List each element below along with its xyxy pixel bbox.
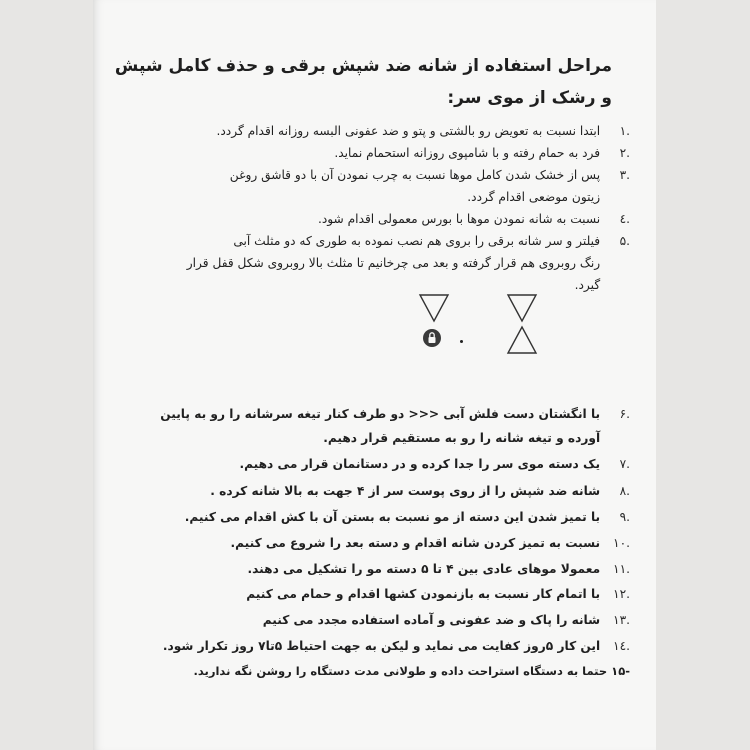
step-number: .۱۰ bbox=[613, 536, 630, 550]
step-9 bbox=[110, 506, 630, 528]
step-number: .۱۱ bbox=[613, 562, 630, 576]
step-text: شانه ضد شپش را از روی پوست سر از ۴ جهت به بالا شانه کرده . bbox=[210, 484, 601, 498]
step-text: گیرد. bbox=[574, 278, 601, 292]
step-text: با تمیز شدن این دسته از مو نسبت به بستن آن با کش اقدام می کنیم. bbox=[184, 510, 601, 524]
triangle-down-icon bbox=[506, 293, 538, 323]
triangle-up-icon bbox=[506, 325, 538, 355]
step-text: یک دسته موی سر را جدا کرده و در دستانمان قرار می دهیم. bbox=[239, 457, 601, 471]
step-number: .۸ bbox=[619, 484, 630, 498]
step-number: .۶ bbox=[619, 407, 630, 421]
instruction-document bbox=[110, 0, 630, 750]
step-number: .۱۲ bbox=[613, 587, 630, 601]
step-text: معمولا موهای عادی بین ۴ تا ۵ دسته مو را تشکیل می دهند. bbox=[247, 562, 601, 576]
step-text: شانه را پاک و ضد عفونی و آماده استفاده مجدد می کنیم bbox=[262, 613, 601, 627]
step-text: با انگشتان دست فلش آبی <<< دو طرف کنار تیغه سرشانه را رو به پایین bbox=[160, 407, 601, 421]
step-number: .٤ bbox=[619, 212, 630, 226]
step-number: .۱ bbox=[619, 124, 630, 138]
step-text: نسبت به تمیز کردن شانه اقدام و دسته بعد را شروع می کنیم. bbox=[230, 536, 601, 550]
step-text: این کار ۵روز کفایت می نماید و لیکن به جهت احتیاط ۵تا۷ روز تکرار شود. bbox=[162, 639, 601, 653]
step-11 bbox=[110, 558, 630, 580]
footer-note: -۱۵ حتما به دستگاه استراحت داده و طولانی مدت دستگاه را روشن نگه ندارید. bbox=[193, 664, 630, 678]
step-text: ابتدا نسبت به تعویض رو بالشتی و پتو و ضد عفونی البسه روزانه اقدام گردد. bbox=[216, 124, 601, 138]
step-text: رنگ روبروی هم قرار گرفته و بعد می چرخانیم تا مثلث بالا روبروی شکل قفل قرار bbox=[186, 256, 601, 270]
step-8 bbox=[110, 480, 630, 502]
step-text: آورده و تیغه شانه را رو به مستقیم قرار دهیم. bbox=[323, 431, 601, 445]
step-number: .۱٤ bbox=[613, 639, 630, 653]
step-6-continued bbox=[110, 427, 630, 449]
step-number: .۵ bbox=[619, 234, 630, 248]
step-7 bbox=[110, 453, 630, 475]
step-text: فرد به حمام رفته و با شامپوی روزانه استحمام نماید. bbox=[334, 146, 601, 160]
lock-icon bbox=[422, 328, 442, 348]
step-text: فیلتر و سر شانه برقی را بروی هم نصب نموده به طوری که دو مثلث آبی bbox=[233, 234, 601, 248]
step-number: .۱۳ bbox=[613, 613, 630, 627]
step-14 bbox=[110, 635, 630, 657]
separator-dot bbox=[460, 340, 463, 343]
step-2 bbox=[110, 142, 630, 164]
step-3-continued bbox=[110, 186, 630, 208]
page-title: مراحل استفاده از شانه ضد شپش برقی و حذف کامل شپش و رشک از موی سر: bbox=[114, 56, 612, 109]
step-number: .۷ bbox=[619, 457, 630, 471]
step-number: .۲ bbox=[619, 146, 630, 160]
step-text: با اتمام کار نسبت به بازنمودن کشها اقدام و حمام می کنیم bbox=[246, 587, 601, 601]
step-5 bbox=[110, 230, 630, 252]
step-12 bbox=[110, 583, 630, 605]
step-text: نسبت به شانه نمودن موها با بورس معمولی اقدام شود. bbox=[317, 212, 601, 226]
step-text: زیتون موضعی اقدام گردد. bbox=[467, 190, 601, 204]
step-text: پس از خشک شدن کامل موها نسبت به چرب نمودن آن با دو قاشق روغن bbox=[229, 168, 601, 182]
alignment-diagram bbox=[110, 285, 630, 360]
step-6 bbox=[110, 403, 630, 425]
step-3 bbox=[110, 164, 630, 186]
step-5-continued bbox=[110, 252, 630, 274]
step-number: .۹ bbox=[619, 510, 630, 524]
step-number: .۳ bbox=[619, 168, 630, 182]
step-13 bbox=[110, 609, 630, 631]
triangle-down-icon bbox=[418, 293, 450, 323]
step-4 bbox=[110, 208, 630, 230]
step-10 bbox=[110, 532, 630, 554]
step-1 bbox=[110, 120, 630, 142]
